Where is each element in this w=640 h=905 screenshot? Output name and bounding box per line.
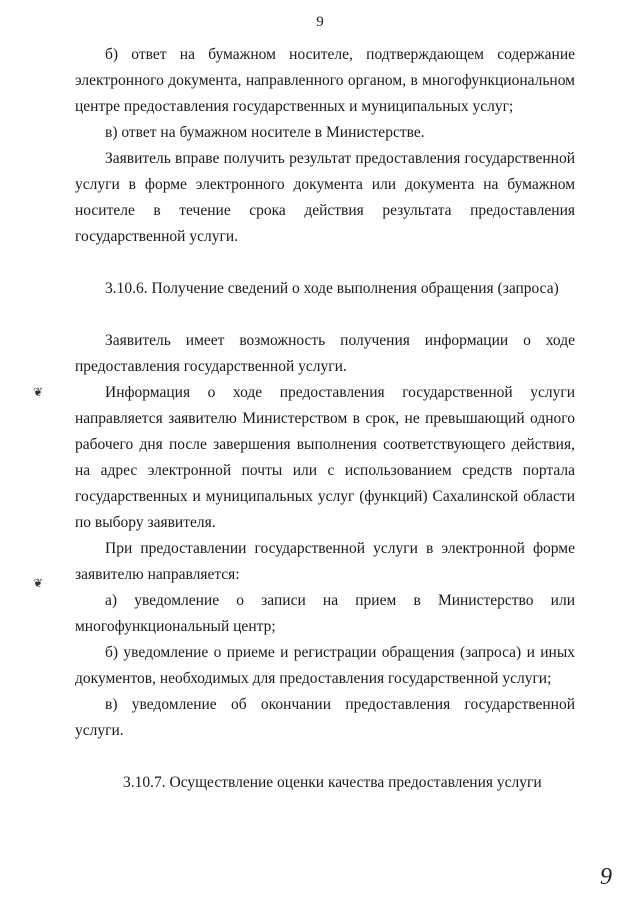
page-number: 9	[316, 14, 324, 30]
document-body	[75, 42, 575, 796]
handwritten-page-number: 9	[600, 864, 612, 890]
paragraph-applicant-result-right: Заявитель вправе получить результат предоставления государственной услуги в форме электронного документа или документа на бумажном носителе в течение срока действия результата предоставления государственной услуги.	[75, 150, 575, 245]
paragraph-electronic-form-intro: При предоставлении государственной услуги в электронной форме заявителю направляется:	[75, 540, 575, 583]
list-item-v-completion-notice: в) уведомление об окончании предоставления государственной услуги.	[75, 696, 575, 739]
paragraph-v-paper-response-ministry: в) ответ на бумажном носителе в Министерстве.	[105, 124, 425, 141]
paragraph-applicant-info-possibility: Заявитель имеет возможность получения информации о ходе предоставления государственной услуги.	[75, 332, 575, 375]
paragraph-info-progress: Информация о ходе предоставления государственной услуги направляется заявителю Министерством в срок, не превышающий одного рабочего дня после завершения выполнения соответствующего действия, на адрес электронной почты или с использованием средств портала государственных и муниципальных услуг (функций) Сахалинской области по выбору заявителя.	[75, 384, 575, 531]
spacer	[75, 250, 575, 276]
spacer	[75, 744, 575, 770]
list-item-b-registration-notice: б) уведомление о приеме и регистрации обращения (запроса) и иных документов, необходимых для предоставления государственной услуги;	[75, 644, 575, 687]
section-heading-3-10-7: 3.10.7. Осуществление оценки качества предоставления услуги	[123, 774, 542, 791]
binding-hole-mark: ❦	[33, 385, 44, 399]
section-heading-3-10-6: 3.10.6. Получение сведений о ходе выполнения обращения (запроса)	[105, 280, 559, 297]
spacer	[75, 302, 575, 328]
list-item-a-appointment-notice: а) уведомление о записи на прием в Министерство или многофункциональный центр;	[75, 592, 575, 635]
binding-hole-mark: ❦	[33, 576, 44, 590]
paragraph-b-paper-response-mfc: б) ответ на бумажном носителе, подтверждающем содержание электронного документа, направленного органом, в многофункциональном центре предоставления государственных и муниципальных услуг;	[75, 46, 575, 115]
